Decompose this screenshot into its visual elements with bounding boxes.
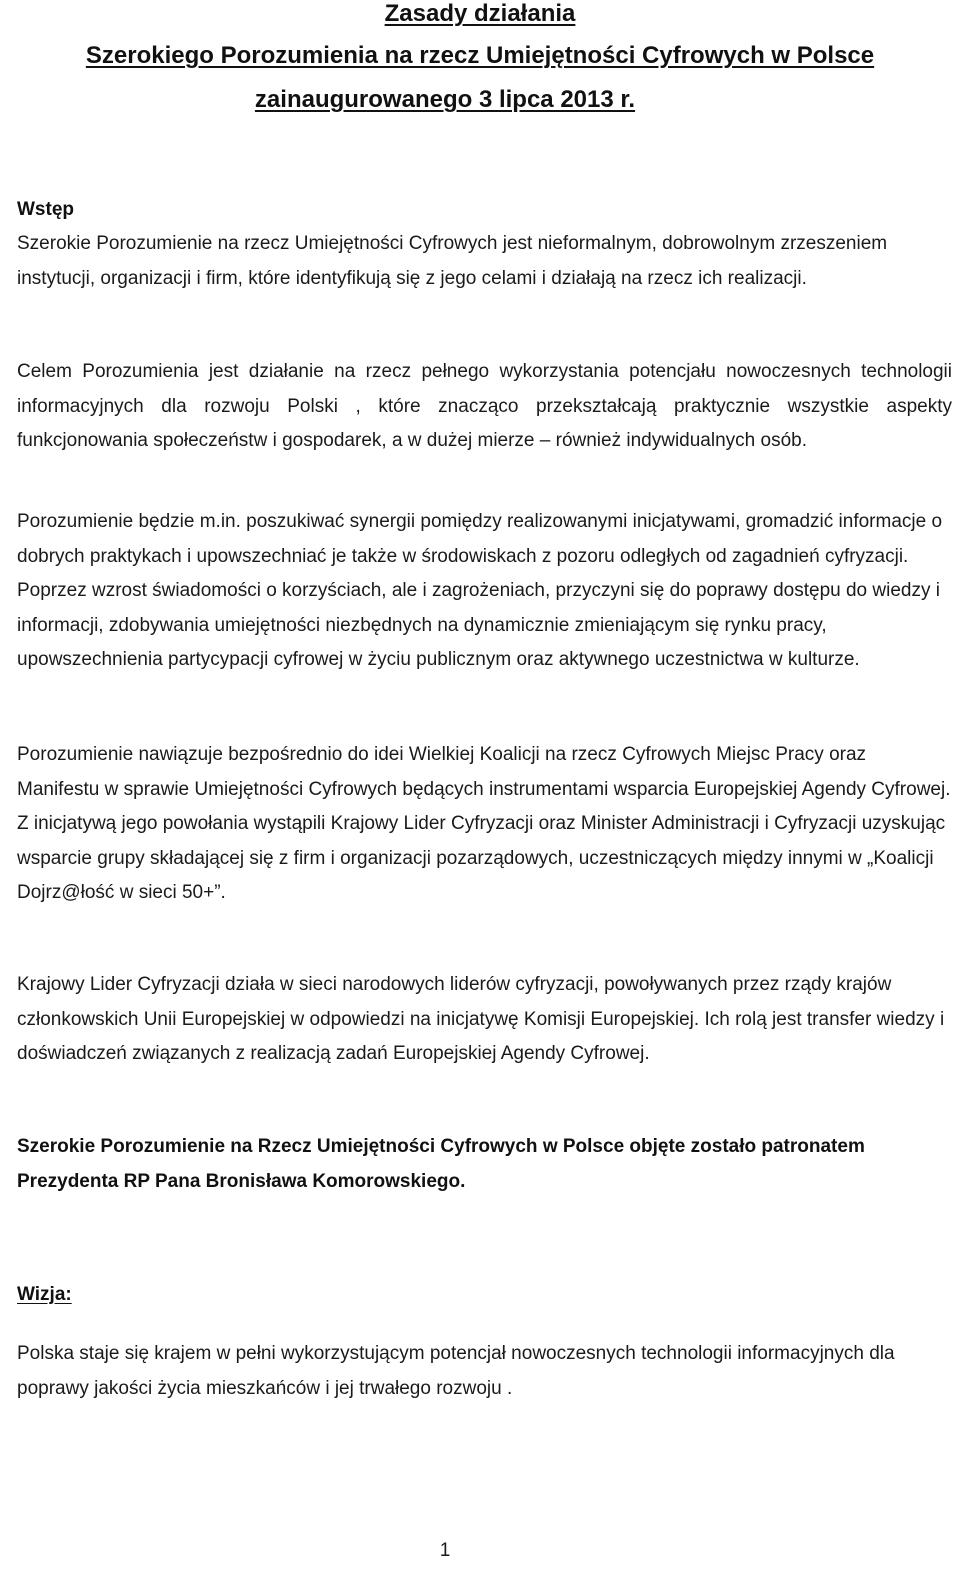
title-line-1: Zasady działania [384,0,576,27]
title-line-2: Szerokiego Porozumienia na rzecz Umiejętności Cyfrowych w Polsce [85,42,875,69]
page-number: 1 [439,1540,451,1561]
intro-paragraph: Szerokie Porozumienie na rzecz Umiejętności Cyfrowych jest nieformalnym, dobrowolnym zrzeszeniem instytucji, organizacji i firm, które identyfikują się z jego celami i działają na rzecz ich realizacji. [17,233,888,289]
paragraph-coalition: Porozumienie nawiązuje bezpośrednio do idei Wielkiej Koalicji na rzecz Cyfrowych Miejsc Pracy oraz Manifestu w sprawie Umiejętności Cyfrowych będących instrumentami wsparcia Europejskiej Agendy Cyfrowej. Z inicjatywą jego powołania wystąpili Krajowy Lider Cyfryzacji oraz Minister Administracji i Cyfryzacji uzyskując wsparcie grupy składającej się z firm i organizacji pozarządowych, uczestniczących między innymi w „Koalicji Dojrz@łość w sieci 50+”. [17,744,951,903]
patronage-statement: Szerokie Porozumienie na Rzecz Umiejętności Cyfrowych w Polsce objęte zostało patronatem Prezydenta RP Pana Bronisława Komorowskiego. [17,1136,865,1192]
vision-heading: Wizja: [17,1284,72,1305]
paragraph-synergy: Porozumienie będzie m.in. poszukiwać synergii pomiędzy realizowanymi inicjatywami, gromadzić informacje o dobrych praktykach i upowszechniać je także w środowiskach z pozoru odległych od zagadnień cyfryzacji. Poprzez wzrost świadomości o korzyściach, ale i zagrożeniach, przyczyni się do poprawy dostępu do wiedzy i informacji, zdobywania umiejętności niezbędnych na dynamicznie zmieniającym się rynku pracy, upowszechnienia partycypacji cyfrowej w życiu publicznym oraz aktywnego uczestnictwa w kulturze. [17,511,943,670]
intro-heading: Wstęp [17,199,74,220]
paragraph-digital-leader: Krajowy Lider Cyfryzacji działa w sieci narodowych liderów cyfryzacji, powoływanych przez rządy krajów członkowskich Unii Europejskiej w odpowiedzi na inicjatywę Komisji Europejskiej. Ich rolą jest transfer wiedzy i doświadczeń związanych z realizacją zadań Europejskiej Agendy Cyfrowej. [17,974,945,1064]
title-line-3: zainaugurowanego 3 lipca 2013 r. [254,86,636,113]
vision-paragraph: Polska staje się krajem w pełni wykorzystującym potencjał nowoczesnych technologii informacyjnych dla poprawy jakości życia mieszkańców i jej trwałego rozwoju . [17,1343,895,1399]
paragraph-goal: Celem Porozumienia jest działanie na rzecz pełnego wykorzystania potencjału nowoczesnych technologii informacyjnych dla rozwoju Polski , które znacząco przekształcają praktycznie wszystkie aspekty funkcjonowania społeczeństw i gospodarek, a w dużej mierze – również indywidualnych osób. [17,361,952,451]
